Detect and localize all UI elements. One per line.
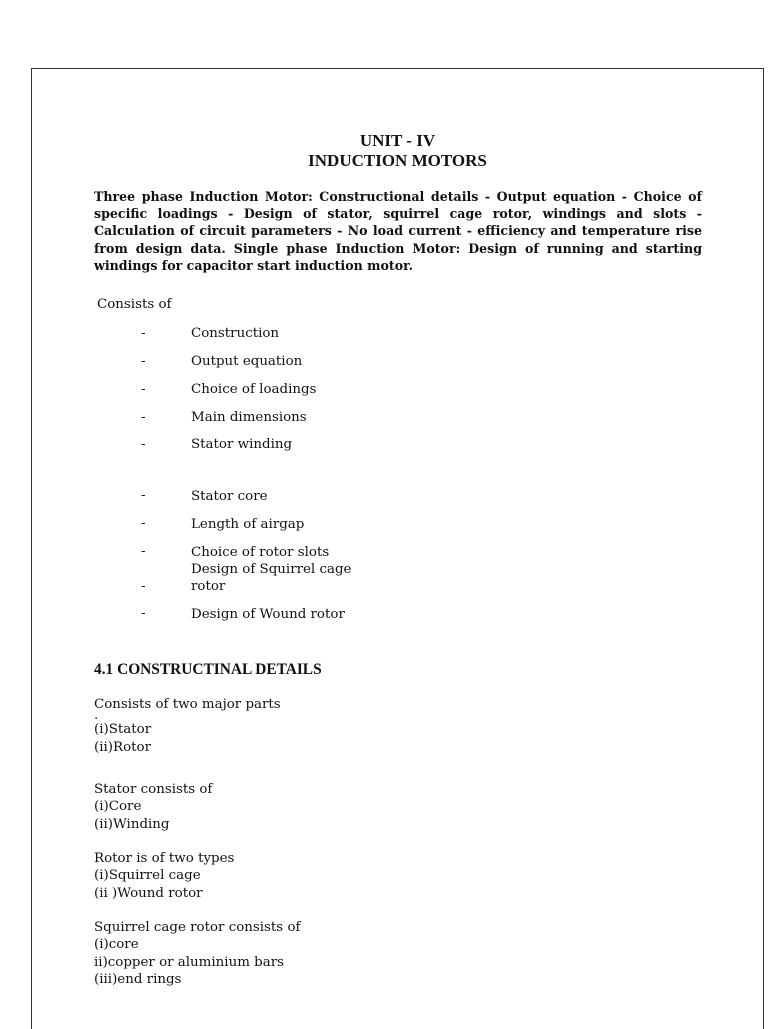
list-bullet: - [141, 544, 146, 559]
list-item: rotor [191, 579, 226, 594]
list-item: Output equation [191, 354, 303, 369]
paragraph-stator [94, 781, 212, 833]
list-item: Main dimensions [191, 410, 307, 425]
list-item: Choice of loadings [191, 382, 317, 397]
unit-title: UNIT - IV [359, 131, 436, 150]
text-line: (i)Squirrel cage [94, 868, 201, 884]
text-line: (i)Stator [94, 722, 152, 738]
list-bullet: - [141, 488, 146, 503]
text-line: Consists of two major parts [94, 697, 281, 712]
list-item: Design of Wound rotor [191, 607, 345, 622]
syllabus-paragraph: Three phase Induction Motor: Constructional details - Output equation - Choice of specific loadings - Design of stator, squirrel cage rotor, windings and slots - Calculation of circuit parameters - No load current - efficiency and temperature rise from design data. Single phase Induction Motor: Design of running and starting windings for capacitor start induction motor. [94, 189, 702, 273]
list-bullet: - [141, 579, 146, 594]
text-line: . [94, 708, 99, 724]
paragraph-two-parts [94, 696, 281, 756]
list-bullet: - [141, 326, 146, 341]
paragraph-squirrel-cage [94, 919, 300, 988]
list-bullet: - [141, 410, 146, 425]
text-line: ii)copper or aluminium bars [94, 954, 284, 970]
text-line: (ii)Rotor [94, 739, 152, 755]
list-item: Construction [191, 326, 280, 341]
paragraph-rotor [94, 850, 234, 902]
list-item: Choice of rotor slots [191, 545, 330, 560]
document-page [31, 68, 764, 1029]
list-item: Length of airgap [191, 517, 305, 532]
consists-label: Consists of [97, 297, 172, 312]
text-line: (ii )Wound rotor [94, 885, 203, 901]
text-line: Stator consists of [94, 782, 213, 797]
text-line: (ii)Winding [94, 816, 170, 832]
text-line: Rotor is of two types [94, 851, 235, 866]
text-line: Squirrel cage rotor consists of [94, 920, 301, 935]
list-bullet: - [141, 354, 146, 369]
section-heading: 4.1 CONSTRUCTINAL DETAILS [94, 661, 322, 678]
text-line: (i)Core [94, 799, 142, 815]
text-line: (i)core [94, 937, 139, 953]
list-item: Design of Squirrel cage [191, 562, 352, 577]
unit-subtitle: INDUCTION MOTORS [308, 151, 487, 170]
list-bullet: - [141, 606, 146, 621]
list-bullet: - [141, 382, 146, 397]
list-bullet: - [141, 516, 146, 531]
text-line: (iii)end rings [94, 971, 182, 987]
list-item: Stator winding [191, 437, 293, 452]
list-bullet: - [141, 437, 146, 452]
list-item: Stator core [191, 489, 268, 504]
